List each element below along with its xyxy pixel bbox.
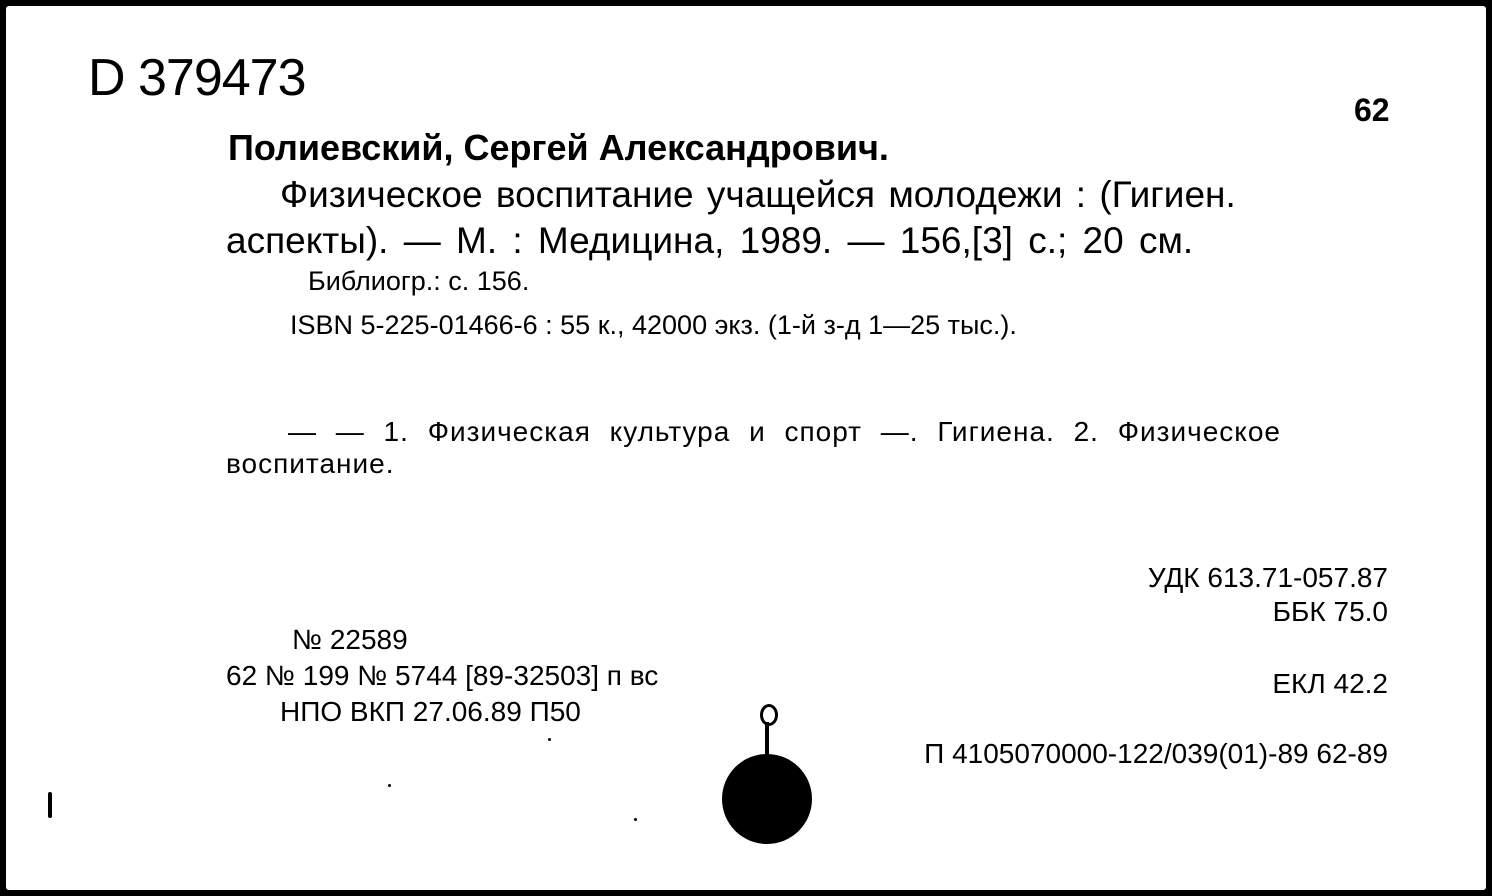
publication-code: П 4105070000-122/039(01)-89 62-89 [924,738,1388,769]
book-title-line-2: аспекты). — М. : Медицина, 1989. — 156,[3] с.; 20 см. [226,220,1194,261]
print-info-line: 62 № 199 № 5744 [89-32503] п вс [226,660,659,691]
subjects-line-1: — — 1. Физическая культура и спорт —. Гигиена. 2. Физическое [288,416,1281,447]
order-number: № 22589 [292,624,408,655]
udk-code: УДК 613.71-057.87 [1147,562,1388,593]
ekl-code: ЕКЛ 42.2 [1272,668,1388,699]
bbk-code: ББК 75.0 [1272,596,1388,627]
speck-mark [548,738,551,741]
card-code: D 379473 [88,49,306,107]
book-title-line-1: Физическое воспитание учащейся молодежи : (Гигиен. [280,174,1236,215]
subjects-line-2: воспитание. [226,448,395,479]
printer-info-line: НПО ВКП 27.06.89 П50 [280,696,581,727]
catalog-card [6,6,1486,890]
speck-mark [634,818,637,821]
author-name: Полиевский, Сергей Александрович. [228,127,889,168]
punch-loop-mark [760,704,778,726]
isbn-line: ISBN 5-225-01466-6 : 55 к., 42000 экз. (1-й з-д 1—25 тыс.). [290,310,1017,340]
punch-stem-mark [765,722,769,758]
margin-mark [48,792,52,818]
bibliography-note: Библиогр.: с. 156. [308,266,530,296]
page-number: 62 [1354,92,1390,128]
speck-mark [388,784,391,787]
punch-hole [722,754,812,844]
